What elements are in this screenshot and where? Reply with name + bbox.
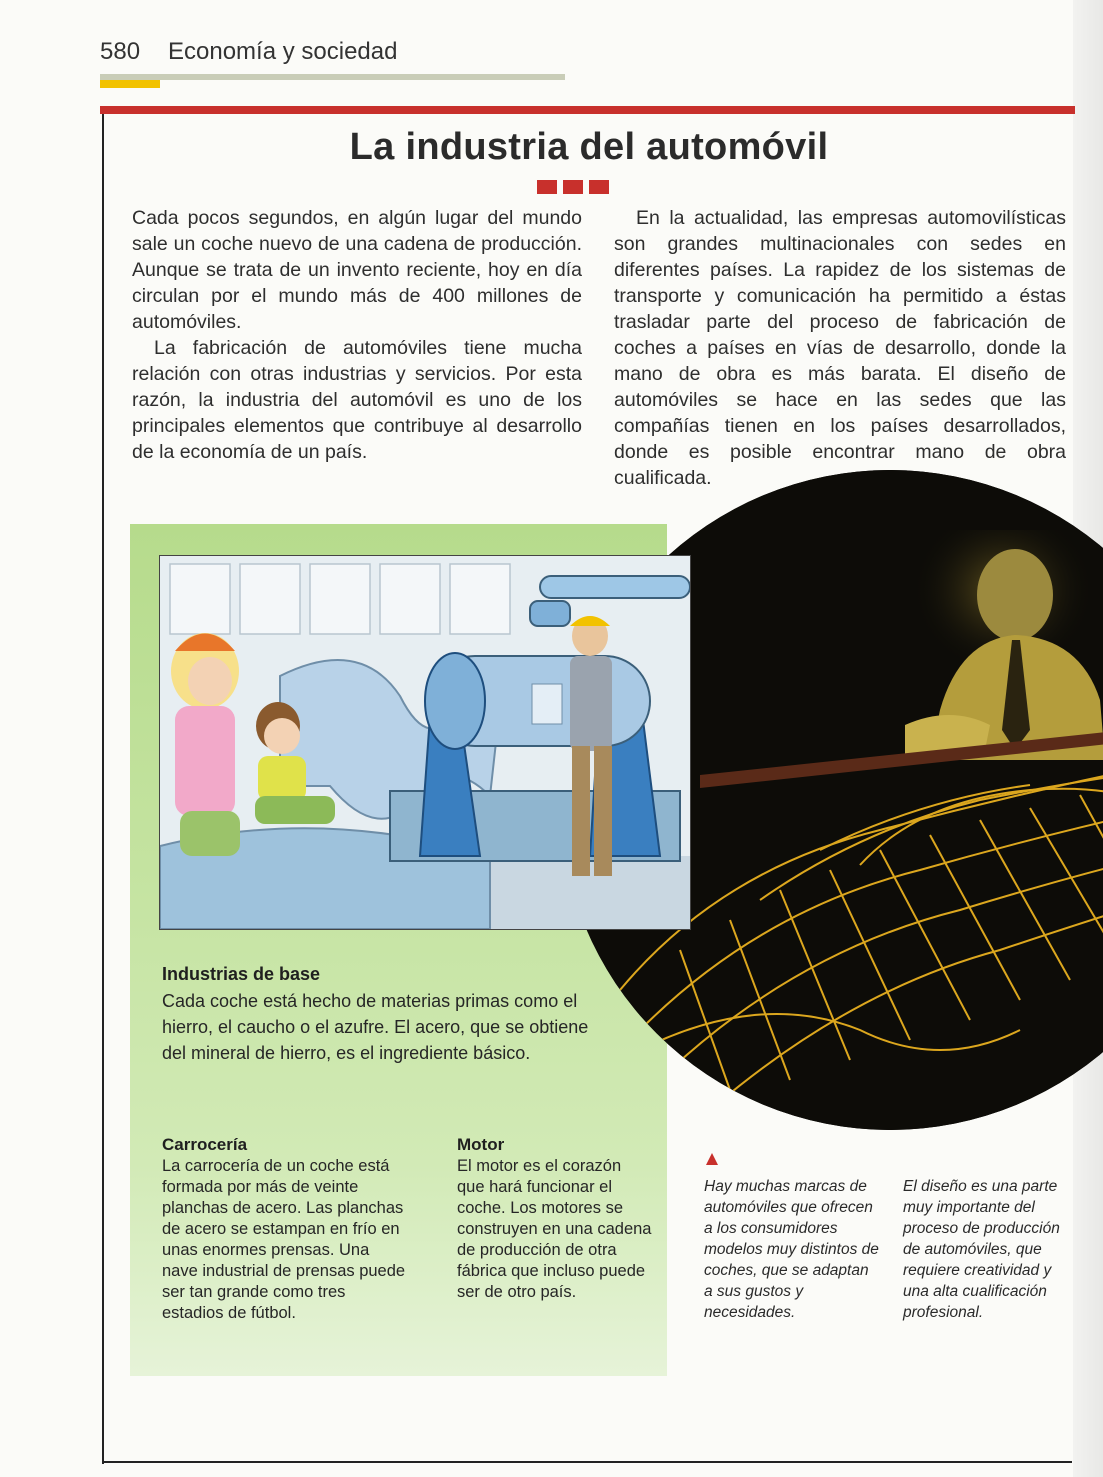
page-number: 580	[100, 38, 141, 65]
section-body-motor: El motor es el corazón que hará funcionar el coche. Los motores se construyen en una cadena de producción de otra fábrica que incluso puede ser de otro país.	[457, 1157, 652, 1301]
intro-paragraph: Cada pocos segundos, en algún lugar del mundo sale un coche nuevo de una cadena de producción. Aunque se trata de un invento reciente, hoy en día circulan por el mundo más de 400 millones de automóviles.	[132, 207, 582, 333]
caption-brands: Hay muchas marcas de automóviles que ofrecen a los consumidores modelos muy distintos de coches, que se adaptan a sus gustos y necesidades.	[704, 1178, 879, 1321]
header-rule	[100, 74, 565, 80]
frame-left-line	[102, 114, 104, 1464]
section-body-carroceria: La carrocería de un coche está formada por más de veinte planchas de acero. Las planchas de acero se estampan en frío en unas enormes prensas. Una nave industrial de prensas puede ser tan grande como tres estadios de fútbol.	[162, 1157, 406, 1322]
top-red-rule	[100, 106, 1075, 114]
intro-right-column	[614, 205, 1066, 491]
header-accent	[100, 80, 160, 88]
caption-design: El diseño es una parte muy importante del proceso de producción de automóviles, que requiere creatividad y una alta cualificación profesional.	[903, 1178, 1060, 1321]
page-title: La industria del automóvil	[349, 126, 829, 168]
factory-scene	[160, 556, 690, 929]
caption-pointer-icon	[706, 1153, 718, 1165]
factory-illustration	[159, 555, 691, 930]
section-body-base: Cada coche está hecho de materias primas como el hierro, el caucho o el azufre. El acero, que se obtiene del mineral de hierro, es el ingrediente básico.	[162, 991, 589, 1063]
section-title-base: Industrias de base	[162, 964, 321, 984]
intro-paragraph: En la actualidad, las empresas automovilísticas son grandes multinacionales con sedes en diferentes países. La rapidez de los sistemas de transporte y comunicación ha permitido a éstas trasladar parte del proceso de fabricación de coches a países en vías de desarrollo, donde la mano de obra es más barata. El diseño de automóviles se hace en las sedes que las compañías tienen en los países desarrollados, donde es posible encontrar mano de obra cualificada.	[614, 207, 1066, 489]
intro-left-column	[132, 205, 582, 465]
section-title-carroceria: Carrocería	[162, 1135, 248, 1154]
section-title-motor: Motor	[457, 1135, 505, 1154]
frame-bottom-line	[102, 1461, 1072, 1463]
title-ornament	[537, 180, 613, 194]
intro-paragraph: La fabricación de automóviles tiene mucha relación con otras industrias y servicios. Por esta razón, la industria del automóvil es uno de los principales elementos que contribuye al desarrollo de la economía de un país.	[132, 337, 582, 463]
section-header: Economía y sociedad	[168, 38, 398, 65]
